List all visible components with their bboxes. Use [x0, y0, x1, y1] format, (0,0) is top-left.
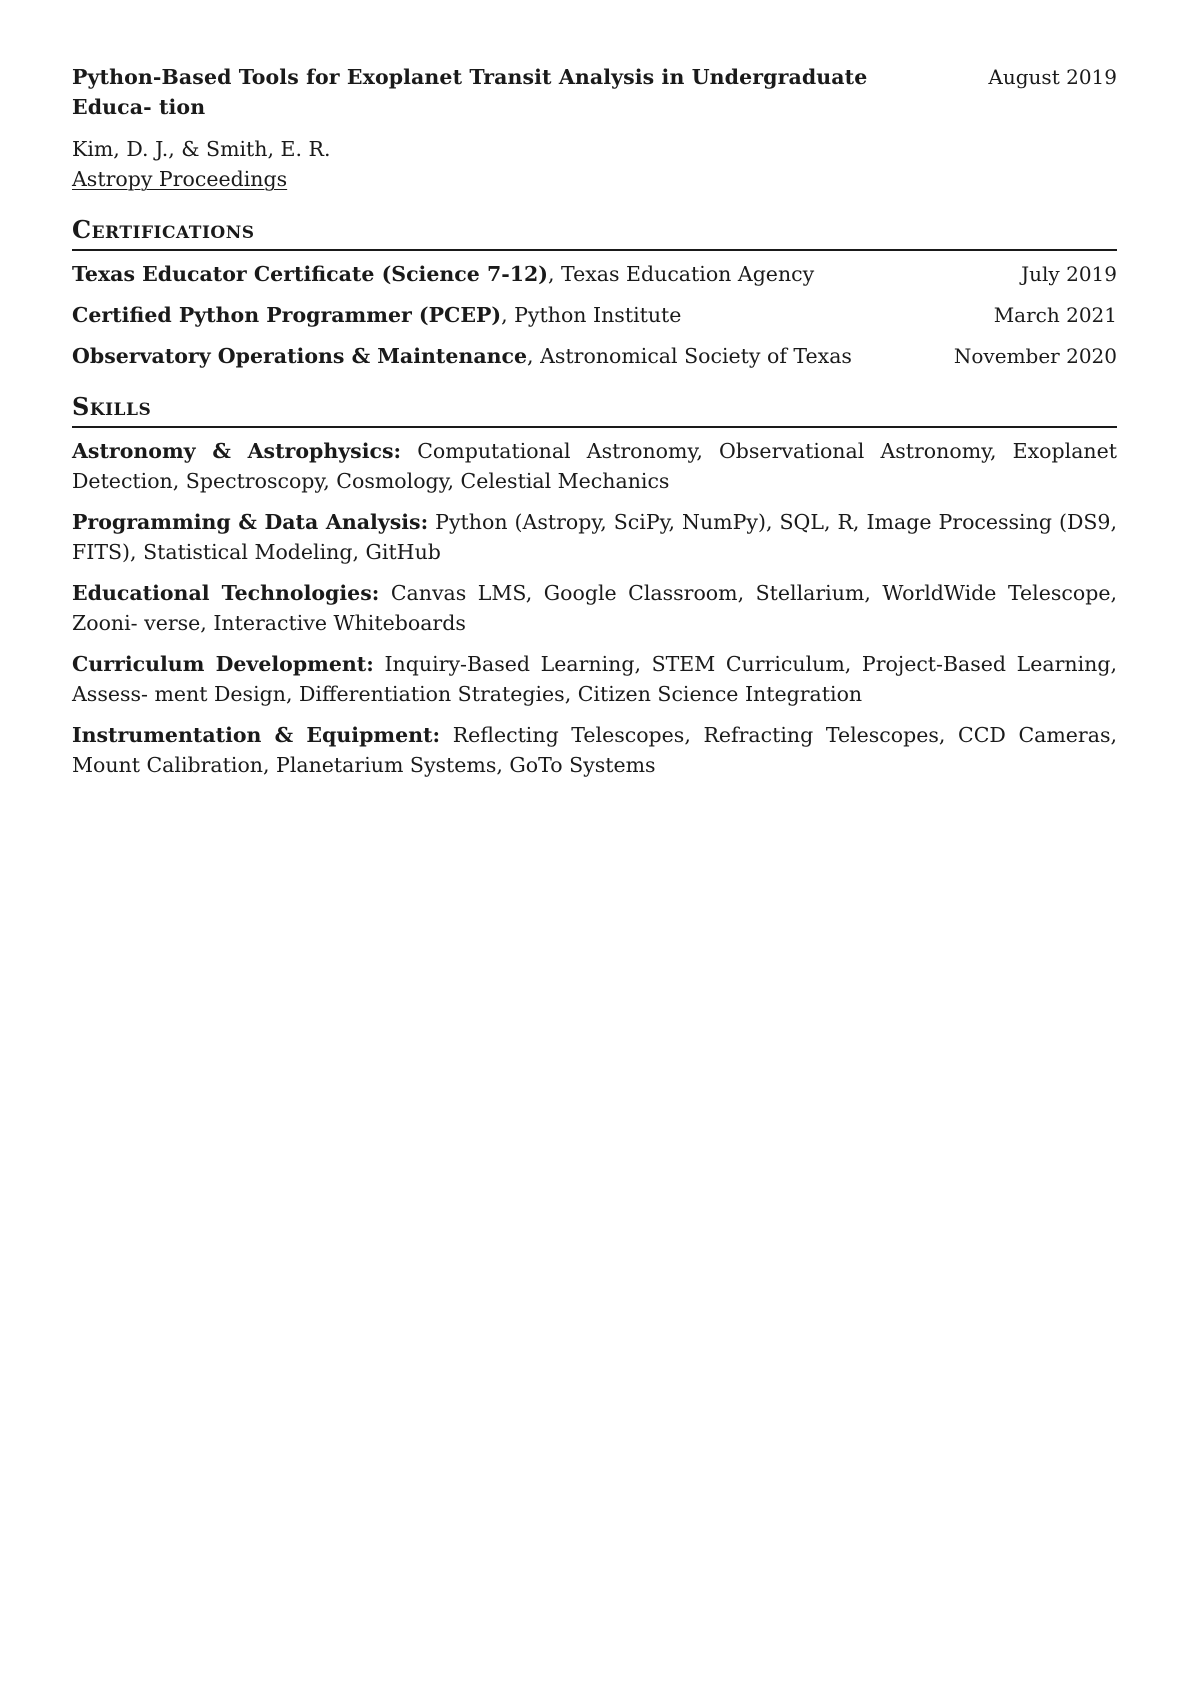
publication-entry — [72, 0, 1117, 194]
skill-values: Reflecting Telescopes, Refracting Telescopes, CCD Cameras, Mount Calibration, Planetarium Systems, GoTo Systems — [72, 723, 1117, 777]
certifications-heading: Certifications — [72, 214, 1117, 251]
certifications-list — [72, 259, 1117, 371]
skills-heading: Skills — [72, 391, 1117, 428]
skill-values: Python (Astropy, SciPy, NumPy), SQL, R, Image Processing (DS9, FITS), Statistical Modeling, GitHub — [72, 510, 1117, 564]
certification-issuer: , Texas Education Agency — [547, 262, 815, 286]
publication-date: August 2019 — [988, 65, 1117, 89]
skill-category: Programming & Data Analysis: — [72, 510, 429, 534]
resume-page — [72, 0, 1117, 791]
skill-item — [72, 720, 1117, 780]
certification-date: November 2020 — [953, 344, 1117, 368]
certification-date: July 2019 — [1021, 262, 1117, 286]
certification-item — [72, 300, 1117, 330]
skill-item — [72, 436, 1117, 496]
certification-name: Certified Python Programmer (PCEP) — [72, 303, 502, 327]
skill-values: Computational Astronomy, Observational Astronomy, Exoplanet Detection, Spectroscopy, Cosmology, Celestial Mechanics — [72, 439, 1117, 493]
certification-item — [72, 259, 1117, 289]
skill-category: Educational Technologies: — [72, 581, 380, 605]
skill-category: Astronomy & Astrophysics: — [72, 439, 402, 463]
certification-name: Texas Educator Certificate (Science 7-12) — [72, 262, 548, 286]
skill-values: Canvas LMS, Google Classroom, Stellarium, WorldWide Telescope, Zooni- verse, Interactive Whiteboards — [72, 581, 1117, 635]
certification-issuer: , Python Institute — [501, 303, 682, 327]
publication-header — [72, 62, 1117, 122]
publication-venue-link[interactable]: Astropy Proceedings — [72, 167, 288, 191]
skill-item — [72, 507, 1117, 567]
certification-date: March 2021 — [993, 303, 1117, 327]
skill-values: Inquiry-Based Learning, STEM Curriculum, Project-Based Learning, Assess- ment Design, Differentiation Strategies, Citizen Science Integration — [72, 652, 1117, 706]
skills-list — [72, 436, 1117, 780]
certification-name: Observatory Operations & Maintenance — [72, 344, 528, 368]
skill-item — [72, 578, 1117, 638]
publication-authors: Kim, D. J., & Smith, E. R. — [72, 137, 331, 161]
certification-issuer: , Astronomical Society of Texas — [527, 344, 852, 368]
skill-item — [72, 649, 1117, 709]
skill-category: Curriculum Development: — [72, 652, 374, 676]
certification-item — [72, 341, 1117, 371]
skill-category: Instrumentation & Equipment: — [72, 723, 441, 747]
publication-title: Python-Based Tools for Exoplanet Transit Analysis in Undergraduate Educa- tion — [72, 65, 868, 119]
